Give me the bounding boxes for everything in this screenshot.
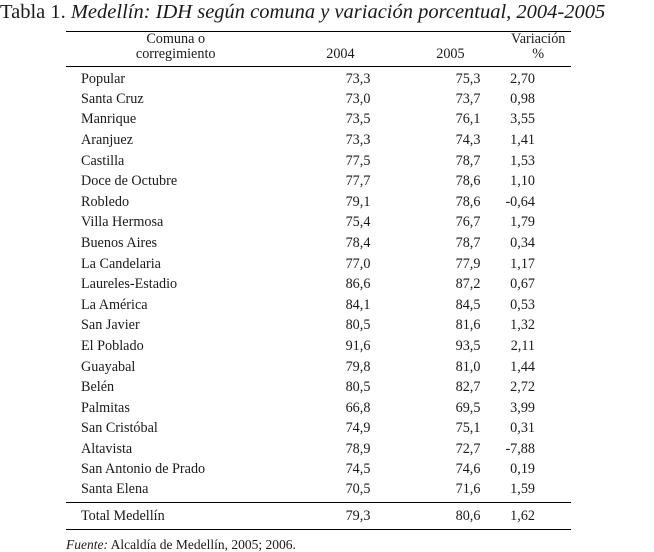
row-2005: 93,5 bbox=[455, 337, 481, 354]
table-header bbox=[66, 32, 571, 67]
row-name: Villa Hermosa bbox=[81, 214, 164, 231]
row-name: San Antonio de Prado bbox=[81, 461, 206, 478]
table-row bbox=[66, 439, 571, 460]
row-variacion: 0,19 bbox=[510, 461, 535, 478]
row-2005: 77,9 bbox=[455, 255, 481, 272]
row-name: Santa Elena bbox=[81, 481, 149, 498]
table-row bbox=[66, 233, 571, 254]
table-row bbox=[66, 274, 571, 295]
row-2005: 82,7 bbox=[455, 379, 481, 396]
header-comuna-line1: Comuna o bbox=[146, 31, 206, 47]
header-comuna-line2: corregimiento bbox=[135, 46, 216, 62]
source-text: Alcaldía de Medellín, 2005; 2006. bbox=[110, 537, 296, 552]
idh-table-container bbox=[66, 31, 571, 530]
table-row bbox=[66, 89, 571, 110]
header-row bbox=[66, 32, 571, 67]
row-2004: 73,3 bbox=[345, 131, 371, 148]
row-2004: 73,3 bbox=[345, 71, 371, 87]
row-variacion: 0,31 bbox=[510, 420, 535, 437]
row-variacion: 0,53 bbox=[510, 296, 535, 313]
row-name: Castilla bbox=[81, 152, 125, 169]
row-name: Palmitas bbox=[81, 399, 130, 416]
total-2004: 79,3 bbox=[345, 507, 371, 524]
total-name: Total Medellín bbox=[81, 507, 165, 524]
row-2005: 74,6 bbox=[455, 461, 481, 478]
row-2004: 80,5 bbox=[345, 317, 371, 334]
row-variacion: 2,11 bbox=[510, 337, 535, 354]
row-2004: 77,0 bbox=[345, 255, 371, 272]
table-row bbox=[66, 110, 571, 131]
idh-table bbox=[66, 31, 571, 530]
row-2004: 91,6 bbox=[345, 337, 371, 354]
row-2005: 73,7 bbox=[455, 90, 481, 107]
row-2004: 73,0 bbox=[345, 90, 371, 107]
row-variacion: 3,99 bbox=[510, 399, 535, 416]
row-variacion: 3,55 bbox=[510, 111, 535, 128]
row-2005: 76,7 bbox=[455, 214, 481, 231]
row-name: Manrique bbox=[81, 111, 137, 128]
row-2005: 81,6 bbox=[455, 317, 481, 334]
table-row bbox=[66, 336, 571, 357]
row-name: La América bbox=[81, 296, 148, 313]
table-row bbox=[66, 419, 571, 440]
table-body bbox=[66, 67, 571, 503]
source-label: Fuente: bbox=[66, 537, 108, 552]
row-variacion: 2,72 bbox=[510, 379, 535, 396]
row-variacion: 1,53 bbox=[510, 152, 535, 169]
row-variacion: 2,70 bbox=[510, 71, 535, 87]
table-row bbox=[66, 377, 571, 398]
total-2005: 80,6 bbox=[455, 507, 481, 524]
row-variacion: 0,98 bbox=[510, 90, 535, 107]
table-row bbox=[66, 254, 571, 275]
row-2004: 80,5 bbox=[345, 379, 371, 396]
row-2005: 78,6 bbox=[455, 173, 481, 190]
row-2005: 71,6 bbox=[455, 481, 481, 498]
table-row bbox=[66, 151, 571, 172]
table-row bbox=[66, 480, 571, 503]
row-variacion: 0,67 bbox=[510, 276, 535, 293]
row-2004: 86,6 bbox=[345, 276, 371, 293]
row-2004: 70,5 bbox=[345, 481, 371, 498]
table-row bbox=[66, 460, 571, 481]
row-name: Belén bbox=[81, 379, 115, 396]
row-variacion: 1,79 bbox=[510, 214, 535, 231]
row-name: Santa Cruz bbox=[81, 90, 144, 107]
header-2004: 2004 bbox=[326, 46, 355, 62]
header-variacion-line2: % bbox=[532, 46, 545, 62]
row-variacion: 1,44 bbox=[510, 358, 535, 375]
row-2004: 77,7 bbox=[345, 173, 371, 190]
row-2004: 74,5 bbox=[345, 461, 371, 478]
row-variacion: 1,41 bbox=[510, 131, 535, 148]
header-variacion bbox=[505, 32, 571, 67]
table-row bbox=[66, 171, 571, 192]
row-2004: 74,9 bbox=[345, 420, 371, 437]
row-name: El Poblado bbox=[81, 337, 144, 354]
row-name: San Javier bbox=[81, 317, 140, 334]
total-variacion: 1,62 bbox=[510, 507, 535, 524]
row-2005: 74,3 bbox=[455, 131, 481, 148]
row-name: Doce de Octubre bbox=[81, 173, 178, 190]
table-row bbox=[66, 130, 571, 151]
row-name: Guayabal bbox=[81, 358, 136, 375]
row-name: Altavista bbox=[81, 440, 133, 457]
row-2004: 75,4 bbox=[345, 214, 371, 231]
header-2005: 2005 bbox=[436, 46, 465, 62]
row-2005: 78,7 bbox=[455, 234, 481, 251]
row-name: Buenos Aires bbox=[81, 234, 158, 251]
row-2004: 73,5 bbox=[345, 111, 371, 128]
row-2004: 79,8 bbox=[345, 358, 371, 375]
table-caption: Medellín: IDH según comuna y variación porcentual, 2004-2005 bbox=[70, 1, 606, 23]
table-row bbox=[66, 213, 571, 234]
table-row bbox=[66, 357, 571, 378]
row-2004: 84,1 bbox=[345, 296, 371, 313]
row-name: La Candelaria bbox=[81, 255, 161, 272]
source-note bbox=[66, 537, 296, 552]
table-row bbox=[66, 192, 571, 213]
row-variacion: 0,34 bbox=[510, 234, 535, 251]
row-2005: 75,3 bbox=[455, 71, 481, 87]
row-2005: 87,2 bbox=[455, 276, 481, 293]
table-row bbox=[66, 398, 571, 419]
table-footer bbox=[66, 503, 571, 530]
row-variacion: 1,17 bbox=[510, 255, 535, 272]
row-2005: 78,7 bbox=[455, 152, 481, 169]
row-variacion: 1,59 bbox=[510, 481, 535, 498]
row-2004: 77,5 bbox=[345, 152, 371, 169]
row-variacion: 1,32 bbox=[510, 317, 535, 334]
row-2005: 75,1 bbox=[455, 420, 481, 437]
row-name: Aranjuez bbox=[81, 131, 133, 148]
table-title bbox=[0, 0, 654, 24]
table-row bbox=[66, 67, 571, 90]
row-2004: 79,1 bbox=[345, 193, 371, 210]
row-name: San Cristóbal bbox=[81, 420, 158, 437]
row-2004: 78,4 bbox=[345, 234, 371, 251]
row-2005: 72,7 bbox=[455, 440, 481, 457]
row-2005: 76,1 bbox=[455, 111, 481, 128]
table-row bbox=[66, 316, 571, 337]
row-variacion: -0,64 bbox=[505, 193, 535, 210]
row-variacion: -7,88 bbox=[505, 440, 535, 457]
row-name: Laureles-Estadio bbox=[81, 276, 178, 293]
table-row bbox=[66, 295, 571, 316]
row-2005: 84,5 bbox=[455, 296, 481, 313]
row-2004: 66,8 bbox=[345, 399, 371, 416]
total-row bbox=[66, 503, 571, 530]
row-name: Robledo bbox=[81, 193, 130, 210]
row-variacion: 1,10 bbox=[510, 173, 535, 190]
header-variacion-line1: Variación bbox=[511, 31, 566, 47]
row-2005: 81,0 bbox=[455, 358, 481, 375]
row-2004: 78,9 bbox=[345, 440, 371, 457]
table-number: Tabla 1. bbox=[0, 1, 66, 23]
row-name: Popular bbox=[81, 71, 126, 87]
header-comuna bbox=[66, 32, 285, 67]
row-2005: 78,6 bbox=[455, 193, 481, 210]
row-2005: 69,5 bbox=[455, 399, 481, 416]
